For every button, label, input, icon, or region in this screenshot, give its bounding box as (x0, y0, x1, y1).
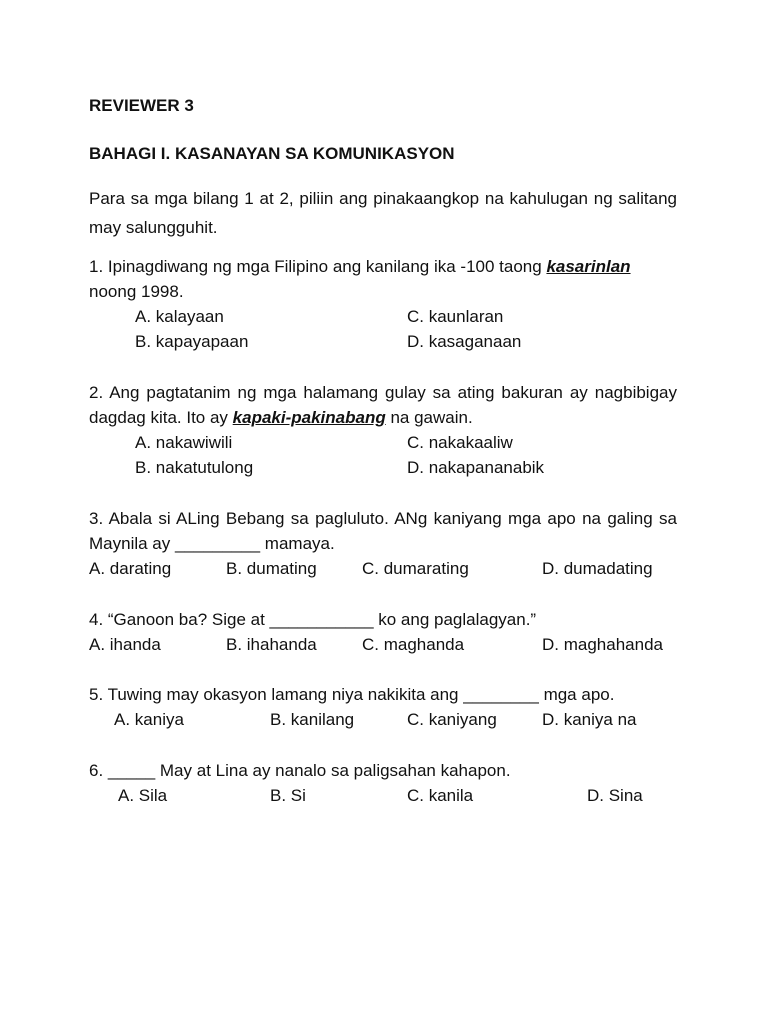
document-title: REVIEWER 3 (89, 96, 194, 115)
question-3 (89, 506, 677, 581)
underlined-keyword: kasarinlan (546, 257, 631, 276)
instruction-text: Para sa mga bilang 1 at 2, piliin ang pinakaangkop na kahulugan ng salitang may salungguhit. (89, 189, 677, 237)
choice-a: A. nakawiwili (135, 433, 233, 452)
choices-row (89, 707, 677, 732)
question-2 (89, 380, 677, 480)
choices-row (89, 632, 677, 657)
question-6 (89, 758, 677, 808)
choice-d: D. kaniya na (542, 710, 637, 729)
choice-c: C. dumarating (362, 559, 469, 578)
choice-c: C. maghanda (362, 635, 465, 654)
choices-row (89, 556, 677, 581)
choice-d: D. kasaganaan (407, 332, 522, 351)
question-3-text: 3. Abala si ALing Bebang sa pagluluto. ANg kaniyang mga apo na galing sa Maynila ay _________ mamaya. (89, 509, 677, 553)
choices-row (89, 304, 677, 329)
choice-d: D. nakapananabik (407, 458, 545, 477)
choice-c: C. nakakaaliw (407, 433, 513, 452)
question-4 (89, 607, 677, 657)
choice-d: D. maghahanda (542, 635, 663, 654)
choice-c: C. kaniyang (407, 710, 497, 729)
choices-row (89, 455, 677, 480)
choice-b: B. ihahanda (226, 635, 317, 654)
choice-a: A. kaniya (114, 710, 184, 729)
choices-row (89, 783, 677, 808)
choice-b: B. nakatutulong (135, 458, 254, 477)
question-1 (89, 254, 677, 354)
choice-a: A. Sila (118, 786, 168, 805)
part-heading: BAHAGI I. KASANAYAN SA KOMUNIKASYON (89, 144, 455, 163)
choice-a: A. kalayaan (135, 307, 224, 326)
choice-a: A. ihanda (89, 635, 161, 654)
question-5 (89, 682, 677, 732)
question-1-text: 1. Ipinagdiwang ng mga Filipino ang kanilang ika -100 taong kasarinlan noong 1998. (89, 257, 631, 301)
choice-b: B. Si (270, 786, 306, 805)
question-2-text: 2. Ang pagtatanim ng mga halamang gulay sa ating bakuran ay nagbibigay dagdag kita. Ito ay kapaki-pakinabang na gawain. (89, 383, 677, 427)
reviewer-content (89, 93, 677, 834)
choices-row (89, 430, 677, 455)
choice-c: C. kaunlaran (407, 307, 504, 326)
choice-b: B. kanilang (270, 710, 355, 729)
choice-d: D. dumadating (542, 559, 653, 578)
choice-a: A. darating (89, 559, 172, 578)
choices-row (89, 329, 677, 354)
question-4-text: 4. “Ganoon ba? Sige at ___________ ko ang paglalagyan.” (89, 610, 537, 629)
question-6-text: 6. _____ May at Lina ay nanalo sa paligsahan kahapon. (89, 761, 511, 780)
choice-d: D. Sina (587, 786, 643, 805)
choice-b: B. dumating (226, 559, 317, 578)
underlined-keyword: kapaki-pakinabang (232, 408, 386, 427)
choice-c: C. kanila (407, 786, 474, 805)
question-5-text: 5. Tuwing may okasyon lamang niya nakikita ang ________ mga apo. (89, 685, 615, 704)
choice-b: B. kapayapaan (135, 332, 249, 351)
